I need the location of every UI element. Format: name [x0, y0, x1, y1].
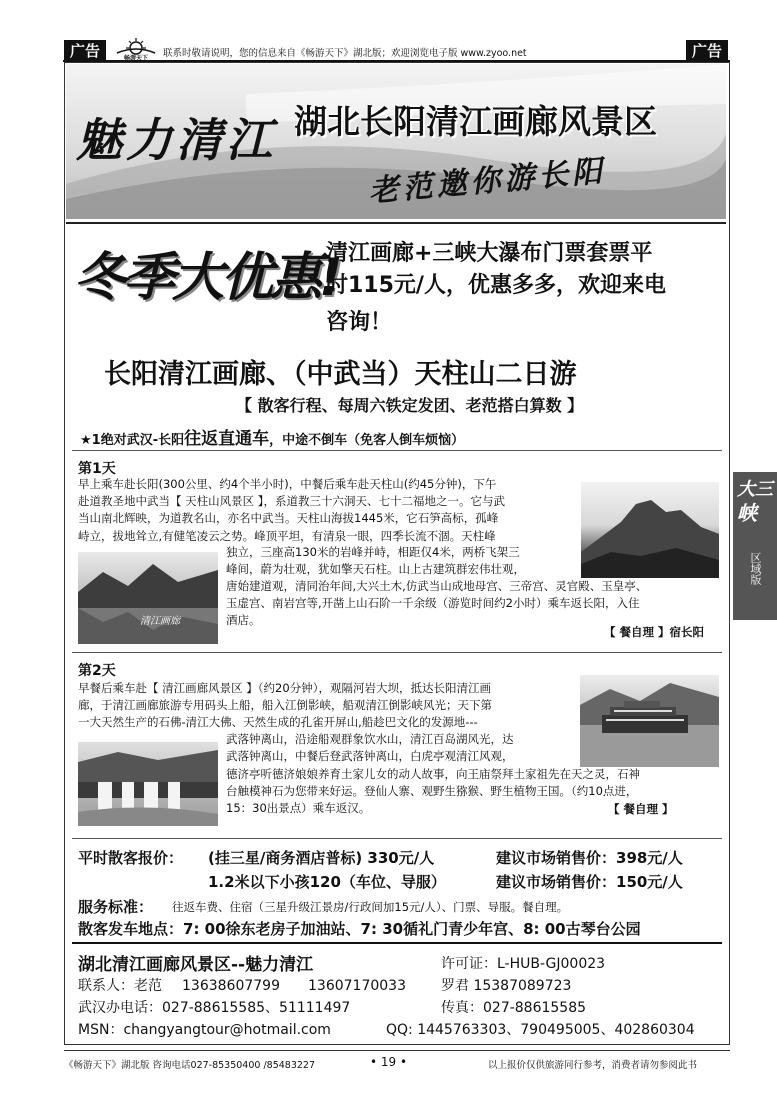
msn[interactable]: MSN：changyangtour@hotmail.com — [78, 1022, 331, 1038]
day2-line-4: 武落钟离山，沿途船观群象饮水山，清江百岛湖风光，达 — [226, 732, 514, 746]
company-name: 湖北清江画廊风景区--魅力清江 — [78, 955, 314, 975]
promo-headline: 冬季大优惠! — [74, 248, 340, 308]
divider — [72, 942, 722, 944]
side-tab-title-1: 大三 — [737, 479, 773, 500]
day2-line-6: 德济亭听德济娘娘养育土家儿女的动人故事，向王庙祭拜土家祖先在天之灵，石神 — [226, 767, 640, 781]
day1-line-8: 玉虚宫、南岩宫等,开凿上山石阶一千余级（游览时间约2小时）乘车返长阳，入住 — [226, 596, 640, 611]
banner-brand: 魅力清江 — [76, 113, 276, 167]
banner-rule — [66, 222, 726, 224]
day1-label: 第1天 — [78, 461, 116, 477]
divider — [72, 652, 722, 653]
photo-caption: 清江画廊 — [140, 616, 180, 627]
price-child-market: 建议市场销售价：150元/人 — [496, 873, 683, 891]
day2-text-mid — [226, 731, 576, 765]
tour-note-prefix: ★1绝对武汉-长阳 — [80, 433, 185, 448]
day2-line-5: 武落钟离山，中餐后登武落钟离山，白虎亭观清江风观， — [226, 749, 514, 764]
side-tab-title-2: 峡 — [737, 501, 757, 525]
license: 许可证：L-HUB-GJ00023 — [441, 956, 606, 972]
depart-text: 7: 00徐东老房子加油站、7: 30循礼门青少年宫、8: 00古琴台公园 — [183, 920, 641, 938]
day1-text-top — [78, 476, 578, 545]
price-label: 平时散客报价： — [78, 849, 184, 867]
day1-line-7: 唐始建道观，清同治年间,大兴土木,仿武当山成地母宫、三帝宫、灵官殿、玉皇亭、 — [226, 579, 648, 593]
day1-line-9: 酒店。 — [226, 613, 261, 628]
logo-icon — [113, 37, 159, 61]
promo-line-2: 时115元/人，优惠多多，欢迎来电 — [326, 273, 666, 298]
day1-text-mid — [226, 544, 576, 578]
tour-subtitle: 【 散客行程、每周六铁定发团、老范搭白算数 】 — [236, 396, 584, 415]
cruise-ship-photo — [580, 675, 719, 767]
banner-subtitle: 老范邀你游长阳 — [367, 153, 608, 210]
contact-person: 联系人：老范 — [78, 978, 162, 994]
tour-note-suffix: ，中途不倒车（免客人倒车烦恼） — [269, 433, 465, 448]
service-text: 往返车费、住宿（三星升级江景房/行政间加15元/人）、门票、导服。餐自理。 — [172, 900, 569, 914]
contact-person-2: 罗君 15387089723 — [441, 978, 572, 994]
depart-label: 散客发车地点： — [78, 920, 184, 938]
logo-text: 畅游天下 — [123, 55, 148, 62]
day2-line-3: 一大天然生产的石佛-清江大佛、天然生成的孔雀开屏山,船趁巴文化的发源地--- — [78, 715, 478, 730]
tour-note — [80, 424, 464, 449]
tour-title: 长阳清江画廊、（中武当）天柱山二日游 — [104, 359, 577, 390]
region-side-tab — [733, 472, 777, 620]
qq: QQ: 1445763303、790495005、402860304 — [386, 1022, 695, 1038]
tianzhu-mountain-photo — [581, 482, 719, 578]
side-tab-sub: 区域版 — [749, 552, 762, 585]
day1-line-6: 峰间，蔚为壮观，犹如擎天石柱。山上古建筑群宏伟壮观， — [226, 562, 525, 577]
day2-label: 第2天 — [78, 663, 116, 679]
day1-line-1: 早上乘车赴长阳(300公里、约4个半小时)，中餐后乘车赴天柱山(约45分钟)，下午 — [78, 477, 497, 491]
promo-line-3: 咨询！ — [326, 310, 393, 335]
footer-left: 《畅游天下》湖北版 咨询电话027-85350400 /85483227 — [64, 1060, 316, 1071]
ad-tag-right: 广告 — [686, 40, 728, 62]
tour-note-emph: 往返直通车 — [184, 429, 270, 449]
service-label: 服务标准： — [78, 898, 154, 916]
page-number: • 19 • — [370, 1055, 408, 1069]
day2-line-2: 廊，于清江画廊旅游专用码头上船，船入江倒影峡，船观清江倒影峡风光；天下第 — [78, 698, 492, 713]
contact-phone-1[interactable]: 13638607799 — [182, 978, 280, 994]
divider — [72, 450, 722, 451]
office-phone: 武汉办电话：027-88615585、51111497 — [78, 1000, 351, 1016]
footer-right: 以上报价仅供旅游同行参考，消费者请勿参阅此书 — [488, 1060, 698, 1071]
day1-line-4: 峙立，拔地耸立,有健笔凌云之势。峰顶平坦，有清泉一眼，四季长流不涸。天柱峰 — [78, 528, 496, 543]
price-adult: (挂三星/商务酒店普标) 330元/人 — [208, 849, 435, 867]
day2-line-1: 早餐后乘车赴【 清江画廊风景区 】（约20分钟），观隔河岩大坝，抵达长阳清江画 — [78, 681, 491, 695]
header-notice: 联系时敬请说明，您的信息来自《畅游天下》湖北版；欢迎浏览电子版 www.zyoo.net — [163, 48, 527, 59]
day2-text-top — [78, 680, 578, 732]
day1-meal: 【 餐自理 】宿长阳 — [604, 625, 705, 639]
day1-line-3: 当山南北辉映，为道教名山，亦名中武当。天柱山海拔1445米，它石笋高标，孤峰 — [78, 511, 499, 526]
fax: 传真：027-88615585 — [441, 1000, 587, 1016]
contact-phone-2[interactable]: 13607170033 — [308, 978, 406, 994]
waterfall-photo — [78, 742, 218, 826]
promo-line-1: 清江画廊+三峡大瀑布门票套票平 — [326, 241, 653, 266]
ad-tag-left: 广告 — [64, 40, 106, 62]
banner — [66, 64, 726, 219]
day2-line-7: 台触模神石为您带来好运。登仙人寨、观野生猕猴、野生植物王国。（约10点进， — [226, 784, 638, 799]
day1-text-bottom — [226, 578, 722, 630]
price-child: 1.2米以下小孩120（车位、导服） — [208, 873, 446, 891]
banner-title: 湖北长阳清江画廊风景区 — [294, 102, 657, 141]
divider — [72, 838, 722, 839]
day2-line-8: 15：30出景点）乘车返汉。 — [226, 801, 371, 816]
day1-line-5: 独立，三座高130米的岩峰并峙，相距仅4米，两桥飞架三 — [226, 545, 520, 559]
day1-line-2: 赴道教圣地中武当【 天柱山风景区 】，系道教三十六洞天、七十二福地之一。它与武 — [78, 494, 506, 509]
footer-rule — [64, 1050, 730, 1051]
depart-row — [78, 918, 641, 939]
qingjiang-gallery-photo — [78, 552, 218, 644]
day2-meal: 【 餐自理 】 — [608, 802, 674, 816]
price-adult-market: 建议市场销售价：398元/人 — [496, 849, 683, 867]
